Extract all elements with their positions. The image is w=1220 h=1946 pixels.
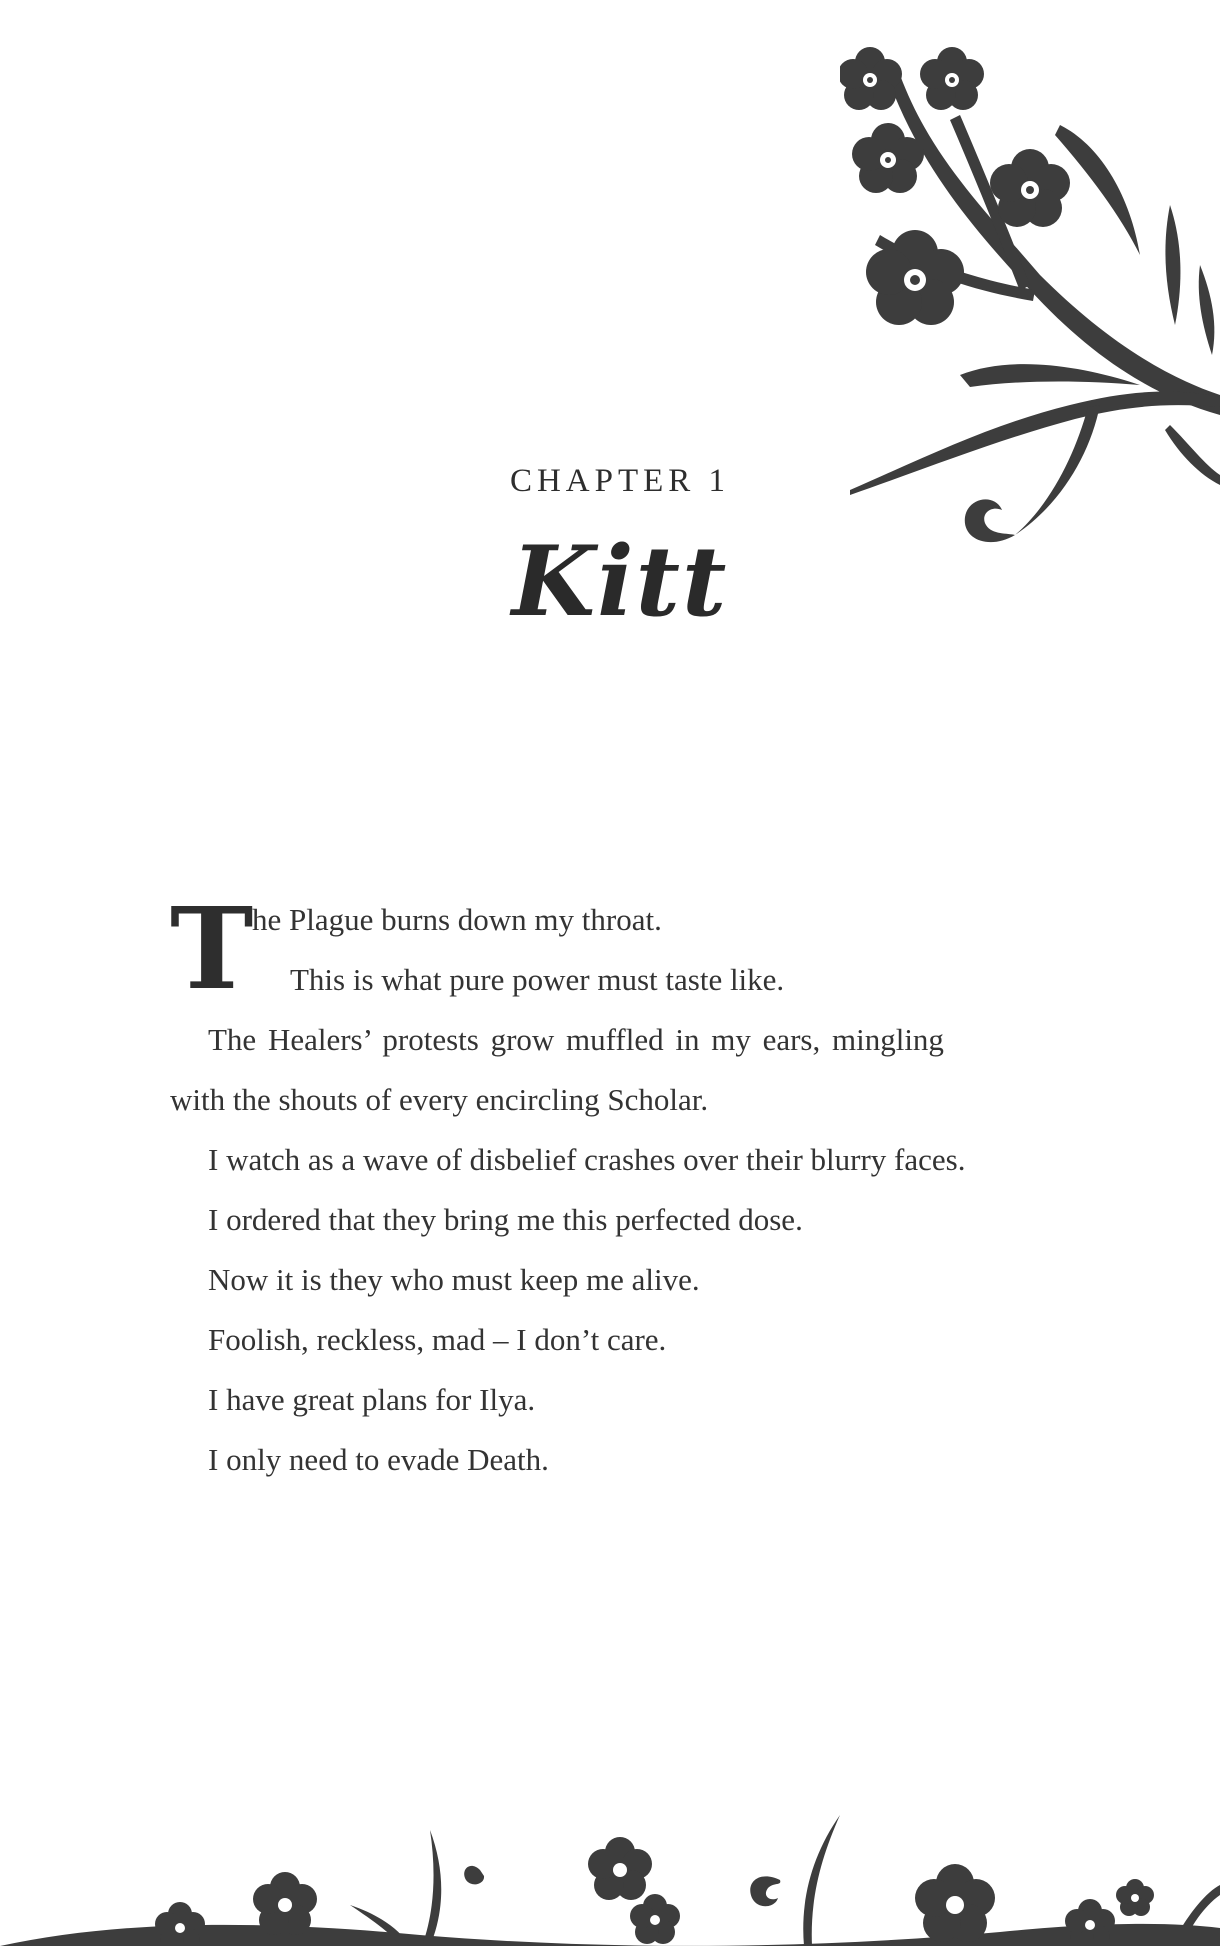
drop-cap: T (170, 884, 254, 1015)
text-line: I have great plans for Ilya. (208, 1382, 536, 1417)
text-line: Foolish, reckless, mad – I don’t care. (208, 1322, 667, 1357)
text-line: he Plague burns down my throat. (252, 902, 662, 937)
text-line: I watch as a wave of disbelief crashes over their blurry faces. (208, 1142, 966, 1177)
text-line: I only need to evade Death. (208, 1442, 549, 1477)
floral-border-icon (0, 1810, 1220, 1946)
text-line: This is what pure power must taste like. (290, 962, 785, 997)
text-line: Now it is they who must keep me alive. (208, 1262, 700, 1297)
text-line: with the shouts of every encircling Scholar. (170, 1082, 709, 1117)
text-line: I ordered that they bring me this perfected dose. (208, 1202, 803, 1237)
chapter-title: Kitt (511, 525, 729, 638)
text-line: The Healers’ protests grow muffled in my ears, mingling (208, 1022, 944, 1057)
chapter-number: CHAPTER 1 (509, 463, 731, 499)
